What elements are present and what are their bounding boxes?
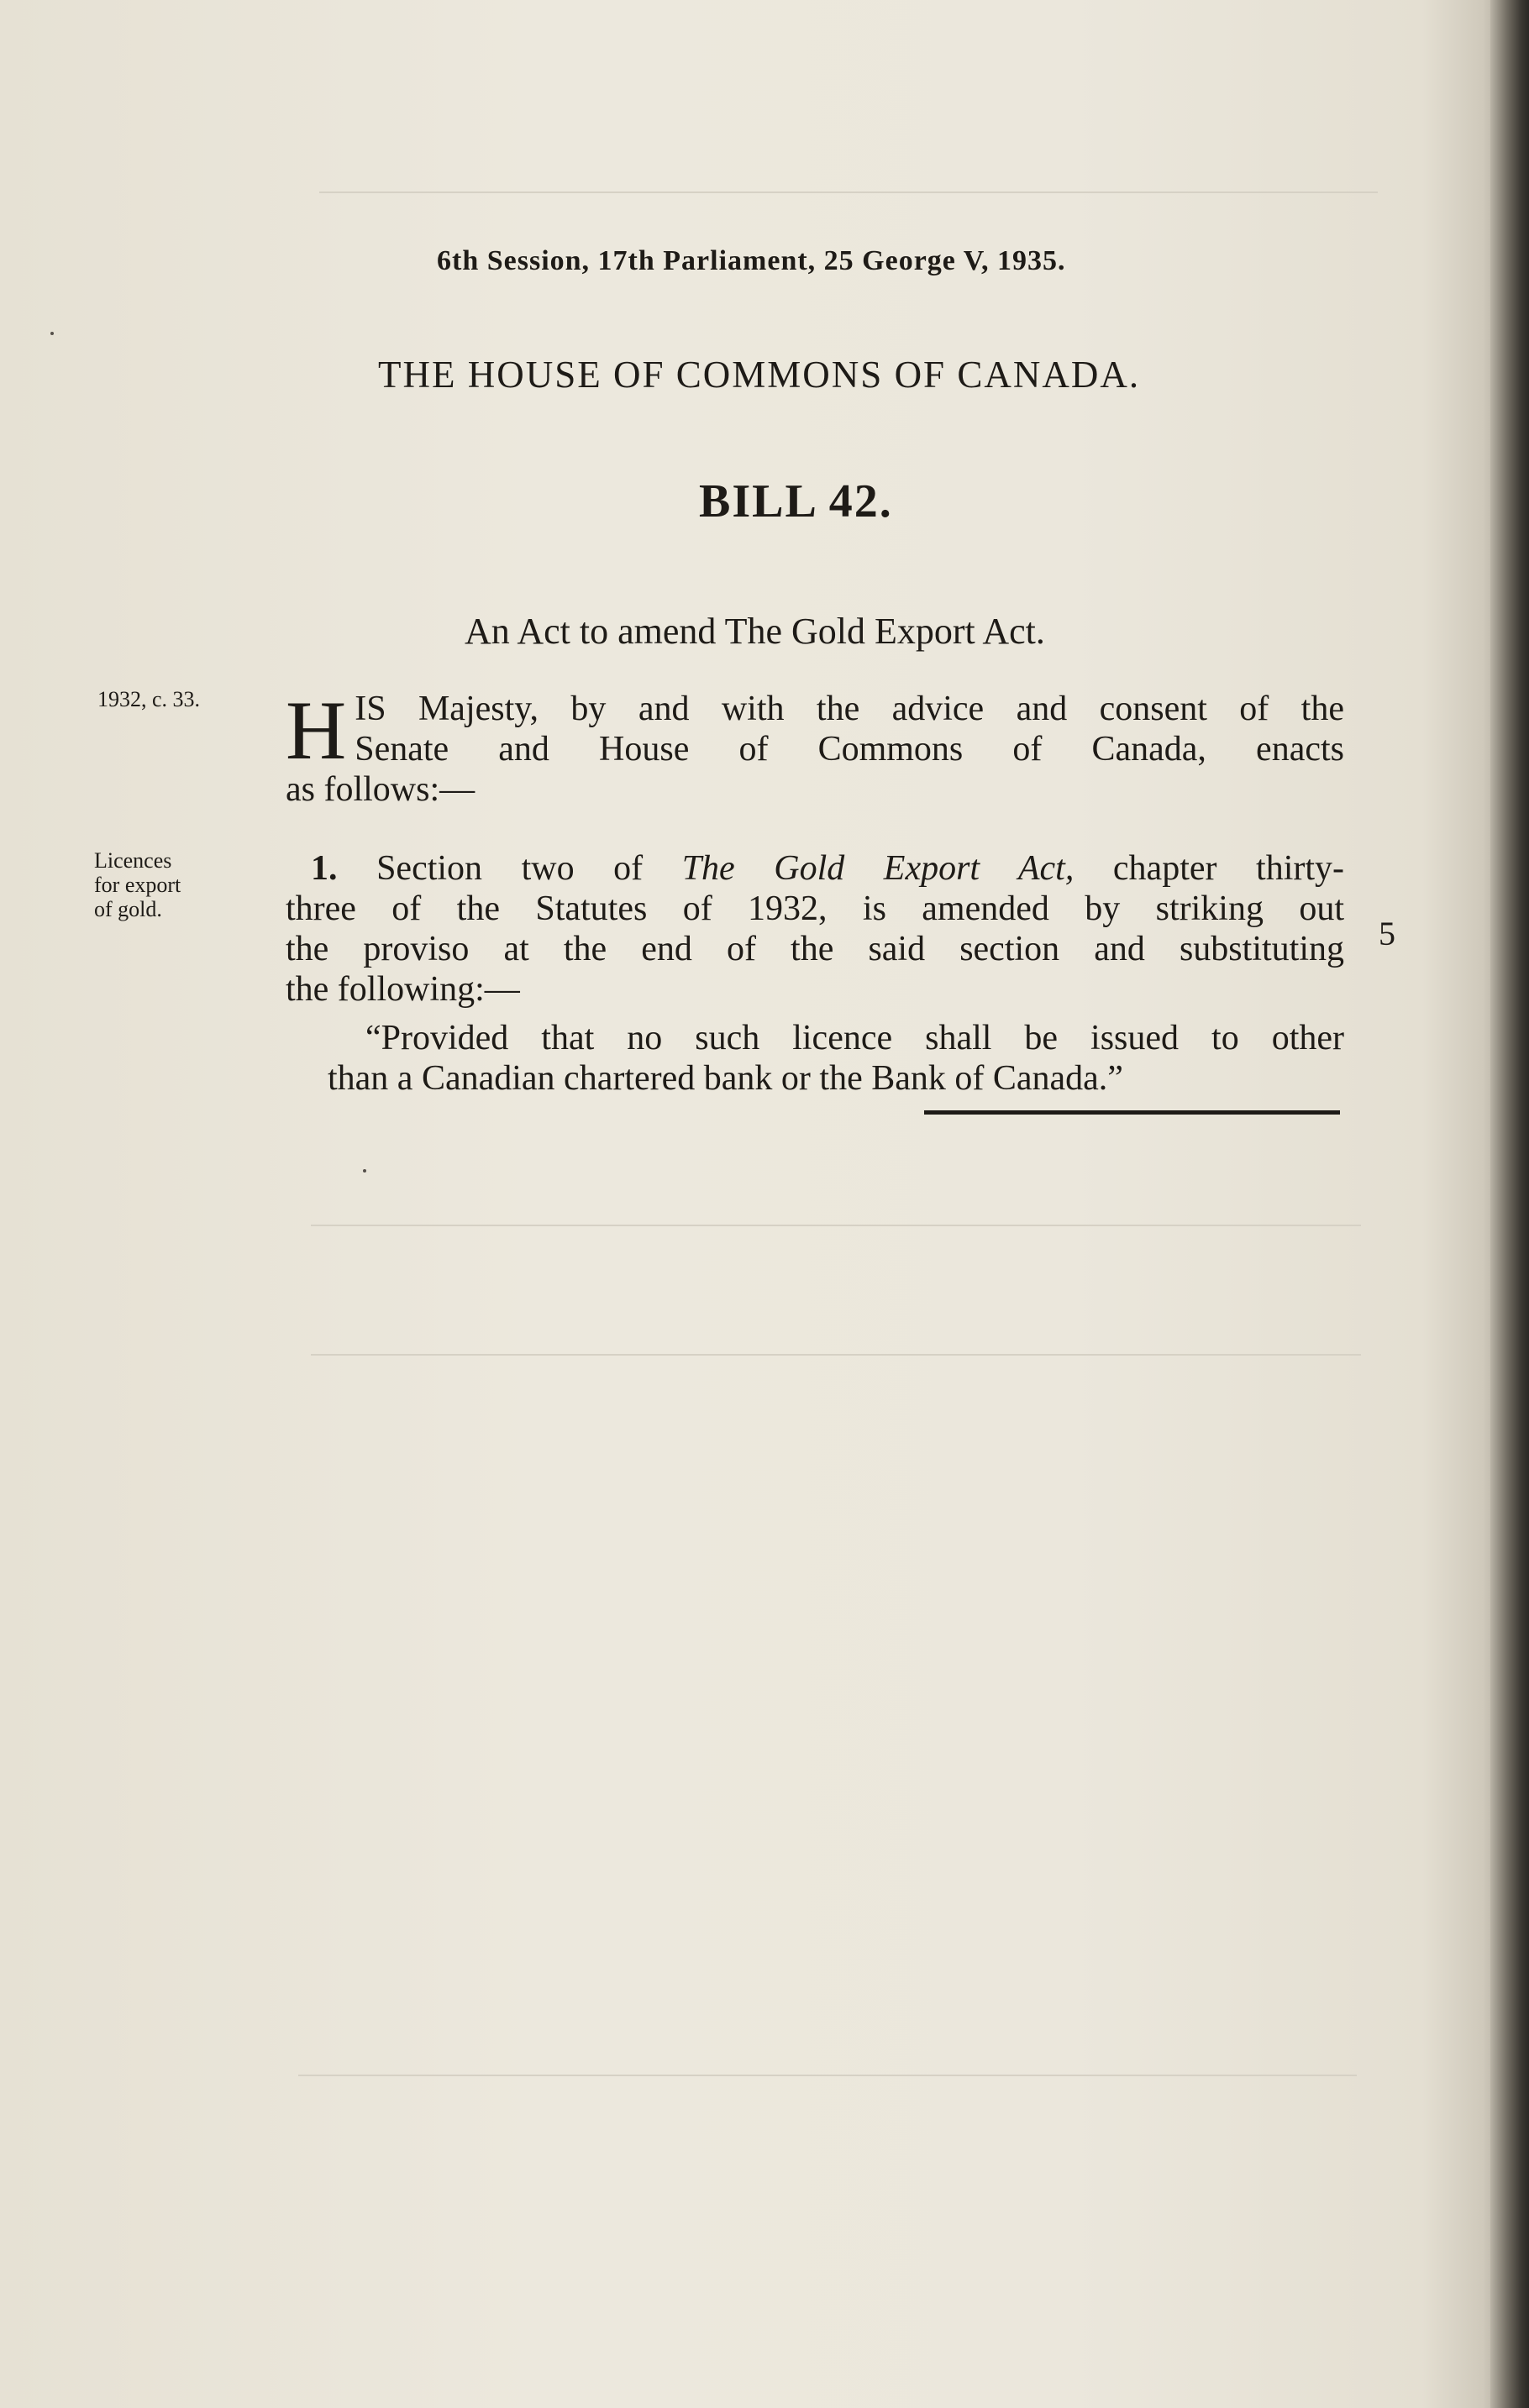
- enacting-line: Senate and House of Commons of Canada, enacts: [355, 730, 1344, 769]
- margin-note-line: Licences: [94, 848, 172, 873]
- house-title: THE HOUSE OF COMMONS OF CANADA.: [378, 354, 1141, 396]
- enacting-line: as follows:—: [286, 770, 476, 809]
- section-line: [286, 848, 1344, 889]
- drop-cap: H: [286, 684, 347, 777]
- proviso: [286, 1018, 1344, 1099]
- bleed-through-rule: [298, 2075, 1357, 2076]
- page-spine-shadow: [1490, 0, 1529, 2408]
- margin-note-line: of gold.: [94, 897, 162, 921]
- bill-number: BILL 42.: [699, 475, 893, 527]
- act-name-italic: The Gold Export Act,: [681, 849, 1075, 888]
- enacting-clause: [286, 684, 1344, 810]
- act-title: An Act to amend The Gold Export Act.: [465, 611, 1045, 652]
- section-text: chapter thirty-: [1074, 849, 1345, 888]
- section-line: the proviso at the end of the said section and substituting: [286, 930, 1344, 968]
- margin-note-licences: [94, 848, 181, 921]
- paper-speck: [363, 1169, 366, 1173]
- enacting-line: IS Majesty, by and with the advice and consent of the: [355, 690, 1344, 728]
- margin-note-citation: 1932, c. 33.: [97, 687, 201, 711]
- proviso-line: than a Canadian chartered bank or the Bank of Canada.”: [328, 1059, 1123, 1098]
- bleed-through-rule: [311, 1354, 1361, 1356]
- session-line: 6th Session, 17th Parliament, 25 George V, 1935.: [437, 245, 1066, 276]
- line-number: 5: [1379, 915, 1395, 952]
- bleed-through-rule: [319, 191, 1378, 193]
- section-number: 1.: [311, 849, 338, 888]
- section-text: Section two of: [376, 849, 682, 888]
- paper-speck: [50, 332, 54, 335]
- section-1: [286, 848, 1344, 1010]
- margin-note-line: for export: [94, 873, 181, 897]
- section-line: the following:—: [286, 970, 520, 1009]
- proviso-line: “Provided that no such licence shall be issued to other: [365, 1019, 1344, 1057]
- bleed-through-rule: [311, 1225, 1361, 1226]
- section-line: three of the Statutes of 1932, is amended by striking out: [286, 889, 1344, 928]
- end-rule: [924, 1110, 1340, 1115]
